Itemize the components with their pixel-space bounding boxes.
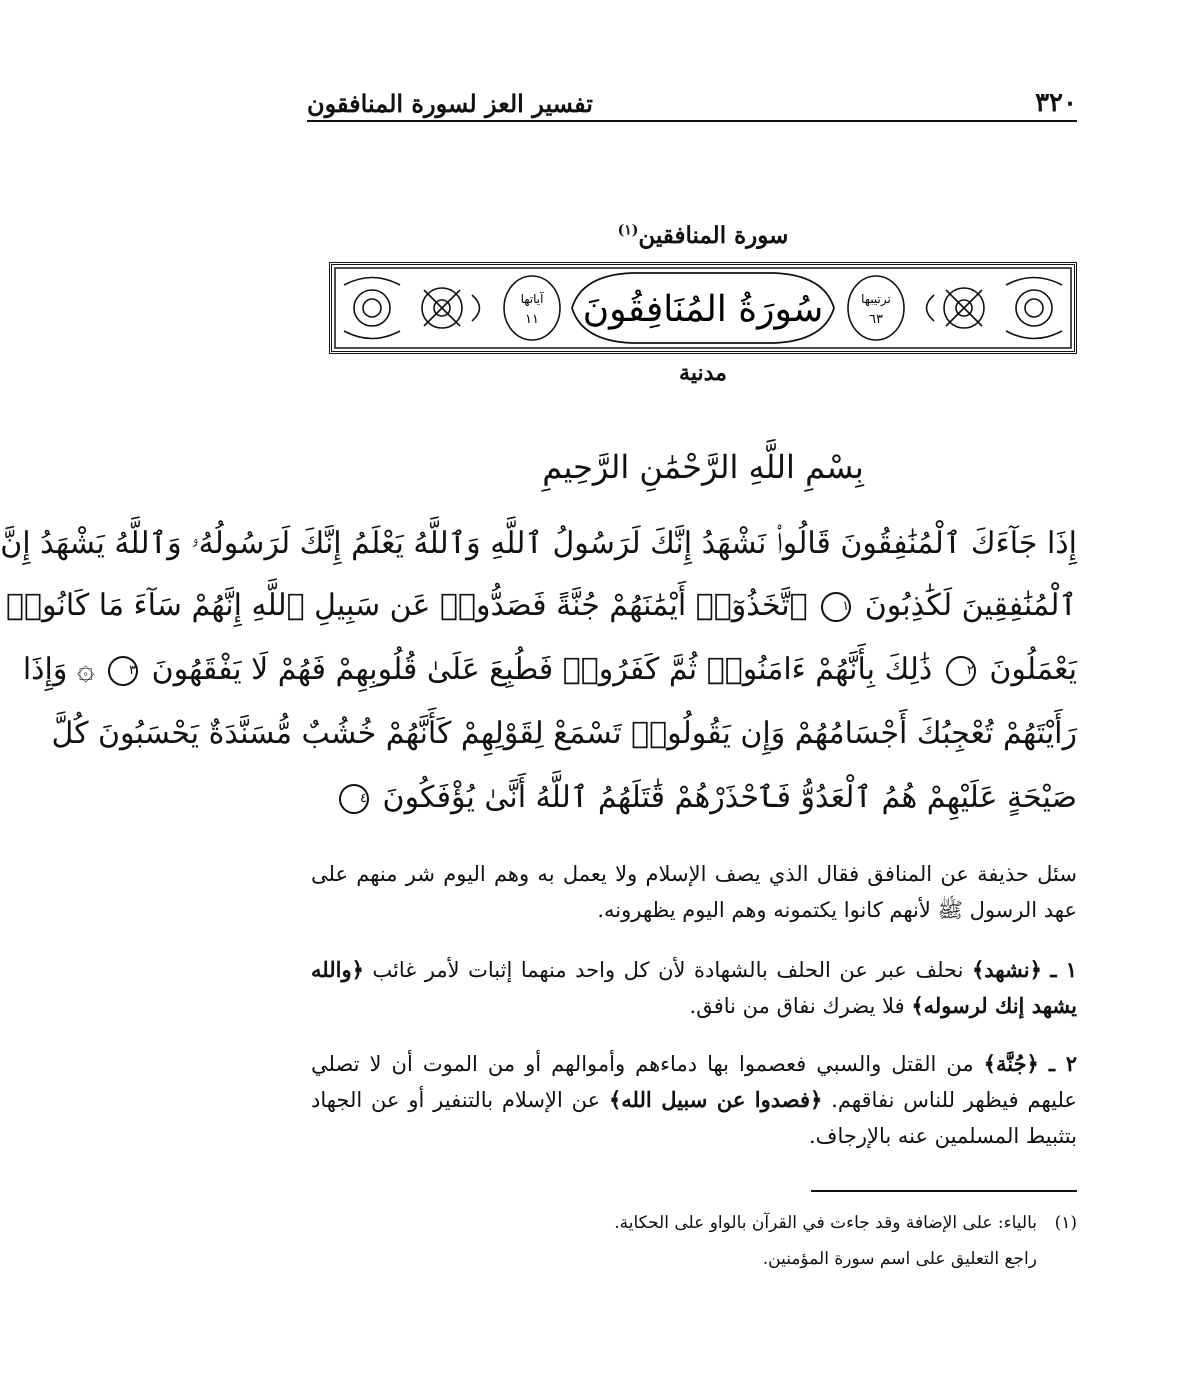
verse-text: ٱتَّخَذُوٓا۟ أَيْمَٰنَهُمْ جُنَّةً فَصَدُّوا۟ عَن سَبِيلِ ٱللَّهِ إِنَّهُمْ سَآءَ مَا كَانُوا۟: [5, 588, 808, 623]
verse-line: [311, 768, 1077, 828]
verse-line: [0, 514, 1077, 574]
verse-line: [51, 704, 1077, 764]
ayah-number-marker: ١: [821, 592, 851, 622]
verse-text: ٱلْمُنَٰفِقِينَ لَكَٰذِبُونَ: [864, 588, 1077, 623]
verse-text: صَيْحَةٍ عَلَيْهِمْ هُمُ ٱلْعَدُوُّ فَٱحْذَرْهُمْ قَٰتَلَهُمُ ٱللَّهُ أَنَّىٰ يُؤْفَكُونَ: [382, 780, 1077, 815]
running-title: تفسير العز لسورة المنافقون: [307, 89, 593, 118]
commentary-text: فلا يضرك نفاق من نافق.: [689, 994, 905, 1018]
item-number: ١ ـ: [1050, 957, 1077, 982]
verse-text: إِذَا جَآءَكَ ٱلْمُنَٰفِقُونَ قَالُوا۟ نَشْهَدُ إِنَّكَ لَرَسُولُ ٱللَّهِ وَٱللَّهُ يَعْلَمُ إِنَّكَ لَرَسُولُهُۥ وَٱللَّهُ يَشْهَدُ إِنَّ: [0, 526, 1077, 561]
ayah-number-marker: ٣: [108, 656, 138, 686]
verse-line: [5, 576, 1077, 636]
commentary-paragraph: [311, 856, 1077, 928]
commentary-text: نحلف عبر عن الحلف بالشهادة لأن كل واحد منهما إثبات لأمر غائب: [372, 958, 964, 982]
surah-banner-ornament: [332, 265, 1074, 351]
verse-line: [22, 640, 1077, 700]
right-arabesque-icon: [927, 278, 1063, 339]
surah-heading: [229, 222, 1177, 249]
item-number: ٢ ـ: [1048, 1051, 1078, 1076]
order-medallion: [848, 276, 904, 340]
verses-medallion: [504, 276, 560, 340]
verse-text: رَأَيْتَهُمْ تُعْجِبُكَ أَجْسَامُهُمْ وَإِن يَقُولُوا۟ تَسْمَعْ لِقَوْلِهِمْ كَأَنَّهُمْ خُشُبٌ مُّسَنَّدَةٌ يَحْسَبُونَ كُلَّ: [51, 716, 1077, 751]
commentary-paragraph: [311, 952, 1077, 1024]
banner-surah-name: سُورَةُ المُنَافِقُونَ: [582, 289, 824, 330]
verses-label: آياتها: [520, 292, 544, 306]
ayah-number-marker: ٢: [946, 656, 976, 686]
verse-text: يَعْمَلُونَ: [989, 652, 1077, 687]
footnote-text: راجع التعليق على اسم سورة المؤمنين.: [762, 1249, 1037, 1269]
surah-heading-text: سورة المنافقين: [638, 222, 789, 249]
page-header: [307, 78, 1077, 118]
commentary-text: سئل حذيفة عن المنافق فقال الذي يصف الإسلام ولا يعمل به وهم اليوم شر منهم على عهد الرسول ﷺ لأنهم كانوا يكتمونه وهم اليوم يظهرونه.: [311, 862, 1077, 922]
revelation-type: مدنية: [679, 360, 727, 386]
commentary-text: عن الإسلام بالتنفير أو عن الجهاد بتثبيط المسلمين عنه بالإرجاف.: [311, 1088, 1077, 1148]
left-arabesque-icon: [344, 278, 480, 339]
commentary-text: من القتل والسبي فعصموا بها دماءهم وأموالهم أو من الموت أن لا تصلي عليهم فيظهر للناس نفاقهم.: [311, 1052, 1077, 1112]
footnote-text: بالياء: على الإضافة وقد جاءت في القرآن بالواو على الحكاية.: [614, 1213, 1037, 1233]
footnote-line: [459, 1244, 1077, 1274]
order-label: ترتيبها: [861, 292, 891, 306]
order-value: ٦٣: [869, 312, 883, 327]
footnote-number: (١): [1054, 1213, 1077, 1233]
footnote-ref: (١): [617, 222, 639, 239]
verse-text: ۞ وَإِذَا: [22, 652, 95, 687]
surah-banner: [329, 262, 1077, 354]
quoted-term: ﴿نشهد﴾: [971, 957, 1042, 982]
header-rule: [307, 120, 1077, 122]
quoted-verse: ﴿فصدوا عن سبيل الله﴾: [608, 1087, 823, 1112]
verses-value: ١١: [525, 312, 539, 327]
quoted-term: ﴿جُنَّة﴾: [983, 1051, 1039, 1076]
commentary-paragraph: [311, 1046, 1077, 1154]
footnote: [459, 1208, 1077, 1238]
basmala: بِسْمِ اللَّهِ الرَّحْمَٰنِ الرَّحِيمِ: [542, 448, 864, 486]
verse-text: ذَٰلِكَ بِأَنَّهُمْ ءَامَنُوا۟ ثُمَّ كَفَرُوا۟ فَطُبِعَ عَلَىٰ قُلُوبِهِمْ فَهُمْ لَا يَفْقَهُونَ: [151, 652, 933, 687]
ayah-number-marker: ٤: [339, 784, 369, 814]
page-number: ٣٢٠: [1035, 88, 1077, 118]
quoted-verse: ﴿والله يشهد إنك لرسوله﴾: [311, 957, 1077, 1018]
footnote-rule: [811, 1190, 1077, 1192]
